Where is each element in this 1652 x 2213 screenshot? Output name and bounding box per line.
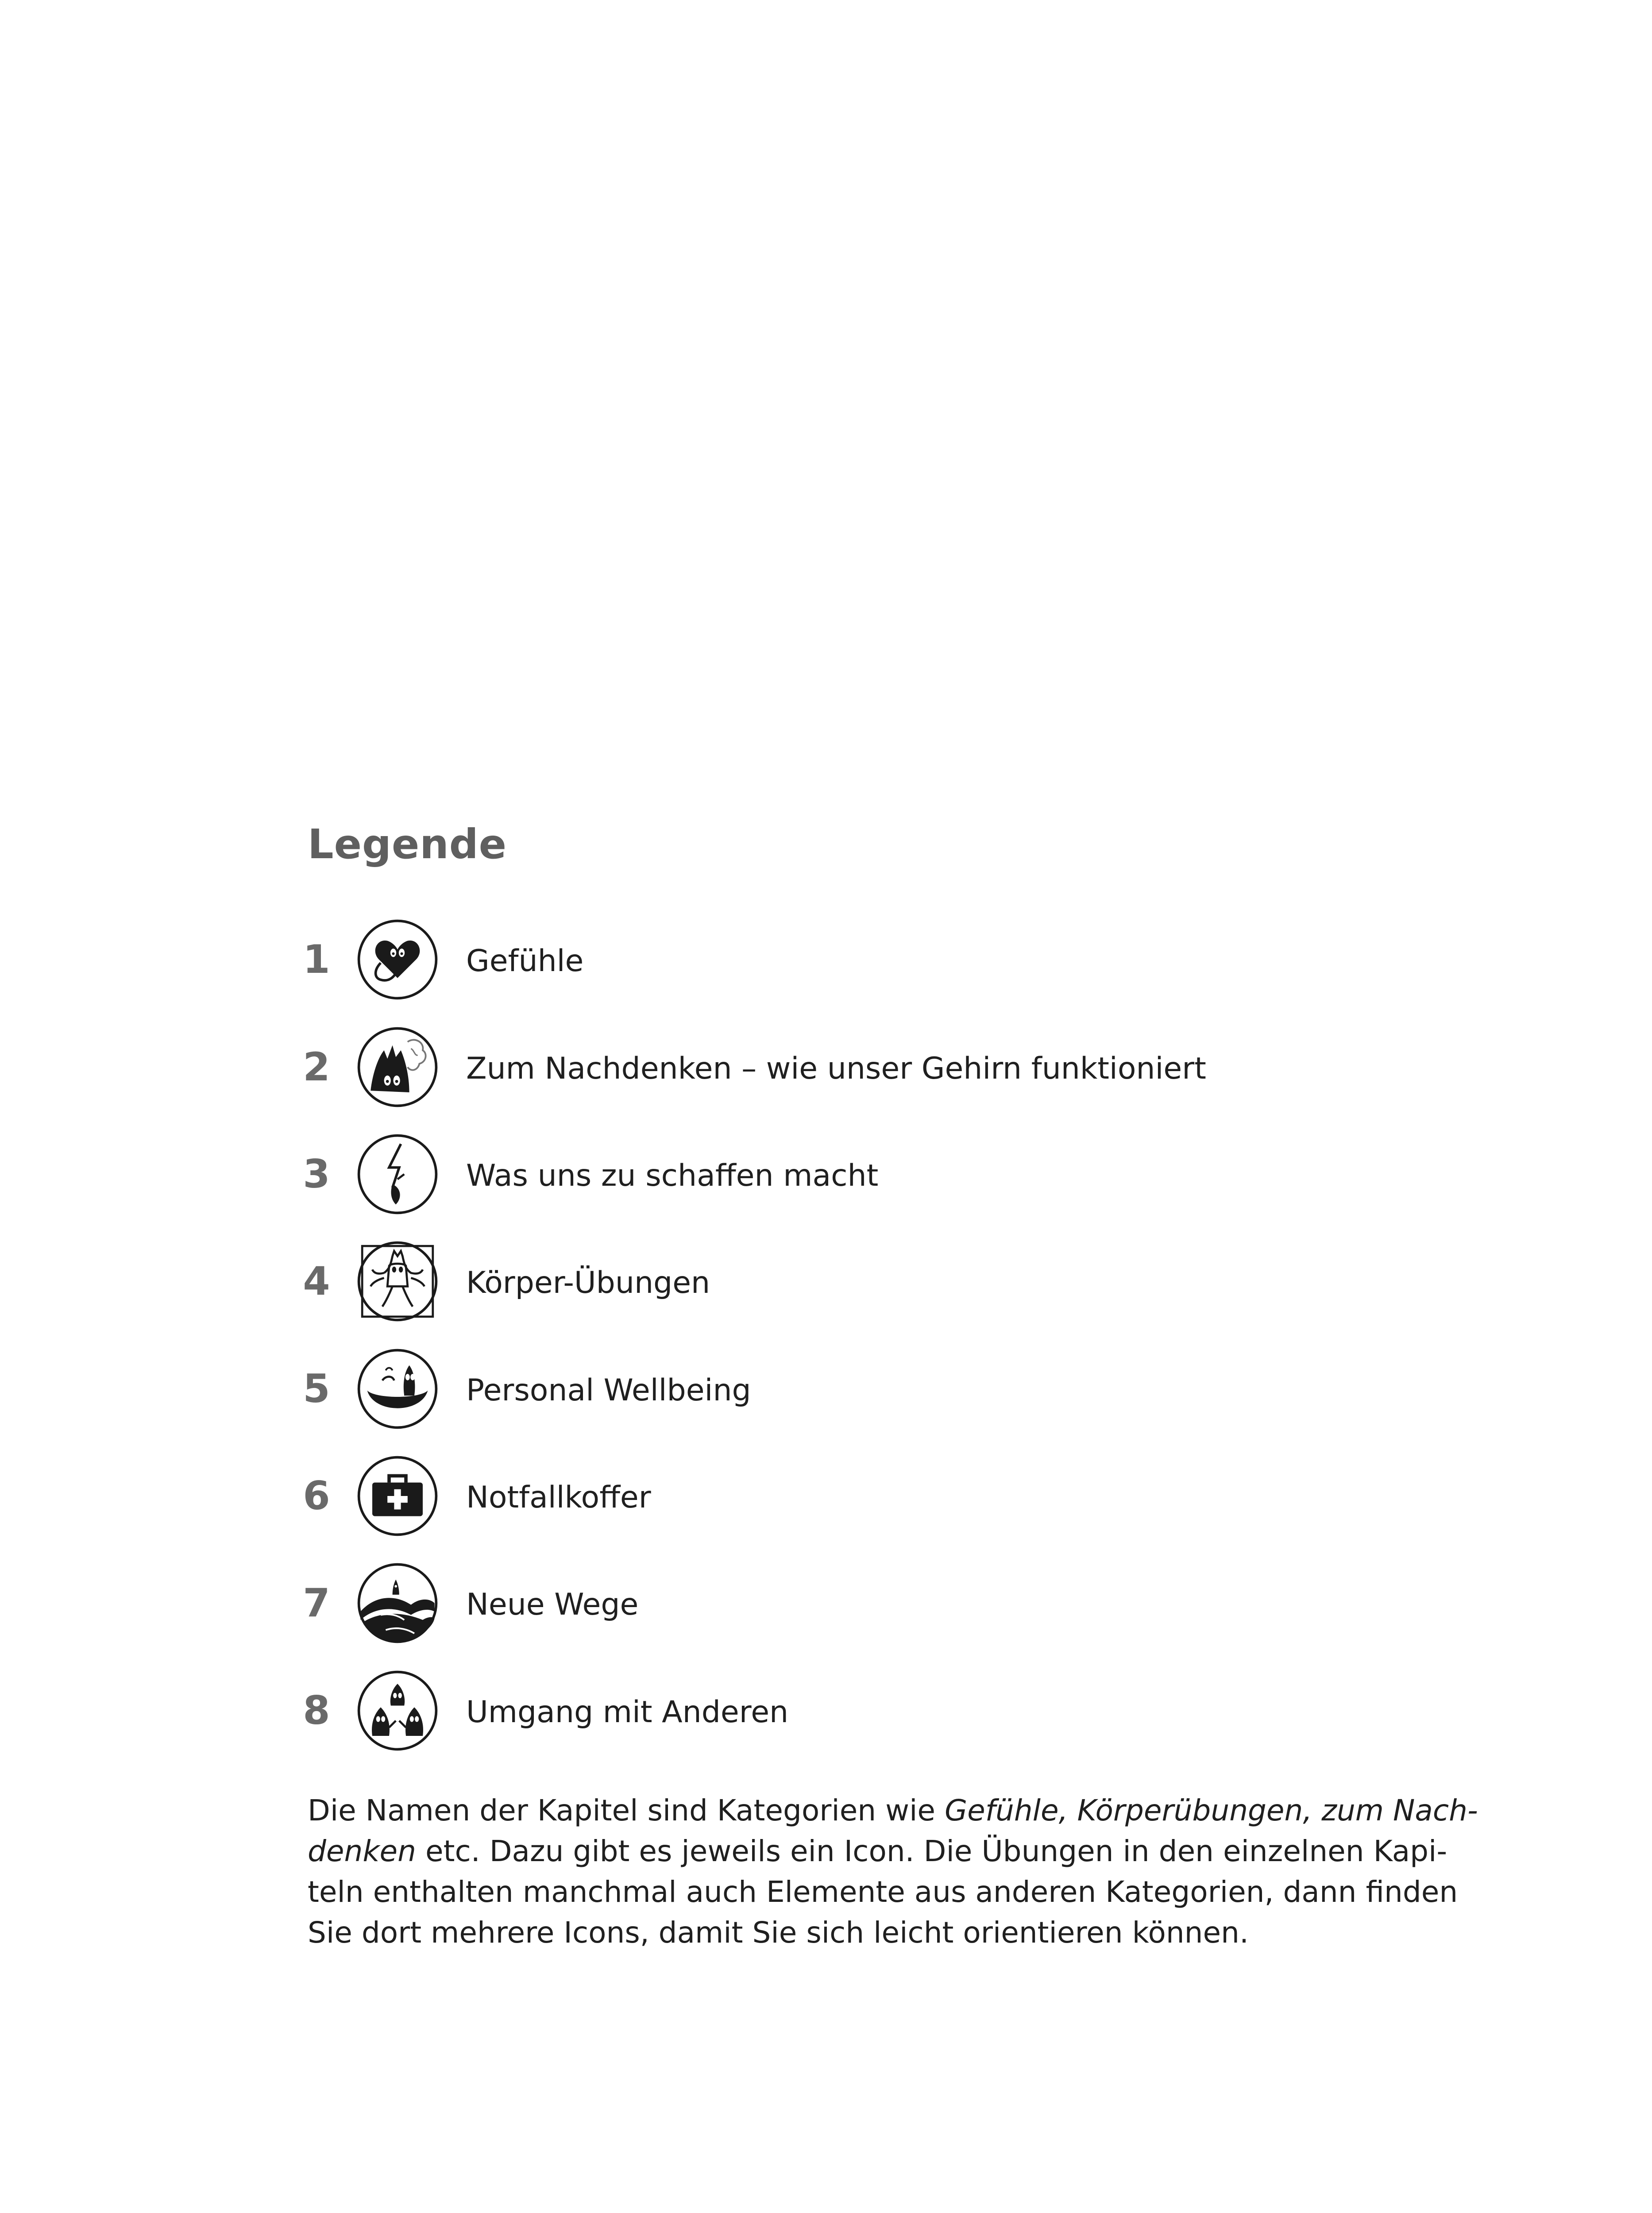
legend-label: Notfallkoffer — [466, 1480, 651, 1515]
description-text: Die Namen der Kapitel sind Kategorien wie — [308, 1793, 945, 1827]
heart-icon — [355, 918, 440, 1002]
legend-label: Was uns zu schaffen macht — [466, 1158, 879, 1194]
lightning-icon — [355, 1132, 440, 1216]
legend-item-8 — [0, 1669, 1652, 1753]
hills-path-icon — [355, 1561, 440, 1645]
description-text: etc. Dazu gibt es jeweils ein Icon. Die Übungen in den einzelnen Kapi- — [416, 1834, 1447, 1868]
legend-item-5 — [0, 1347, 1652, 1431]
legend-number: 7 — [303, 1580, 330, 1626]
legend-number: 5 — [303, 1366, 330, 1411]
legend-number: 8 — [303, 1688, 330, 1733]
legend-item-6 — [0, 1454, 1652, 1538]
legend-label: Neue Wege — [466, 1587, 639, 1623]
legend-label: Zum Nachdenken – wie unser Gehirn funktioniert — [466, 1051, 1206, 1087]
legend-item-2 — [0, 1025, 1652, 1109]
brain-icon — [355, 1025, 440, 1109]
legend-number: 2 — [303, 1044, 330, 1090]
legend-number: 6 — [303, 1473, 330, 1519]
legend-number: 3 — [303, 1151, 330, 1197]
legend-item-4 — [0, 1239, 1652, 1323]
group-icon — [355, 1669, 440, 1753]
legend-label: Körper-Übungen — [466, 1265, 710, 1301]
description-line-2 — [308, 1831, 1447, 1872]
page-title: Legende — [308, 820, 507, 868]
legend-label: Umgang mit Anderen — [466, 1695, 789, 1730]
first-aid-kit-icon — [355, 1454, 440, 1538]
legend-label: Personal Wellbeing — [466, 1373, 751, 1408]
wellbeing-icon — [355, 1347, 440, 1431]
legend-label: Gefühle — [466, 944, 584, 979]
legend-item-1 — [0, 918, 1652, 1002]
description-emphasis: denken — [308, 1834, 416, 1868]
description-emphasis: Gefühle, Körperübungen, zum Nach- — [945, 1793, 1478, 1827]
legend-item-3 — [0, 1132, 1652, 1216]
description-line-4: Sie dort mehrere Icons, damit Sie sich leicht orientieren können. — [308, 1916, 1249, 1950]
legend-item-7 — [0, 1561, 1652, 1645]
legend-number: 4 — [303, 1258, 330, 1304]
description-paragraph — [308, 1790, 1478, 1953]
description-line-1 — [308, 1790, 1478, 1831]
body-exercise-icon — [355, 1239, 440, 1323]
description-line-3: teln enthalten manchmal auch Elemente aus anderen Kategorien, dann finden — [308, 1875, 1458, 1909]
legend-number: 1 — [303, 937, 330, 982]
